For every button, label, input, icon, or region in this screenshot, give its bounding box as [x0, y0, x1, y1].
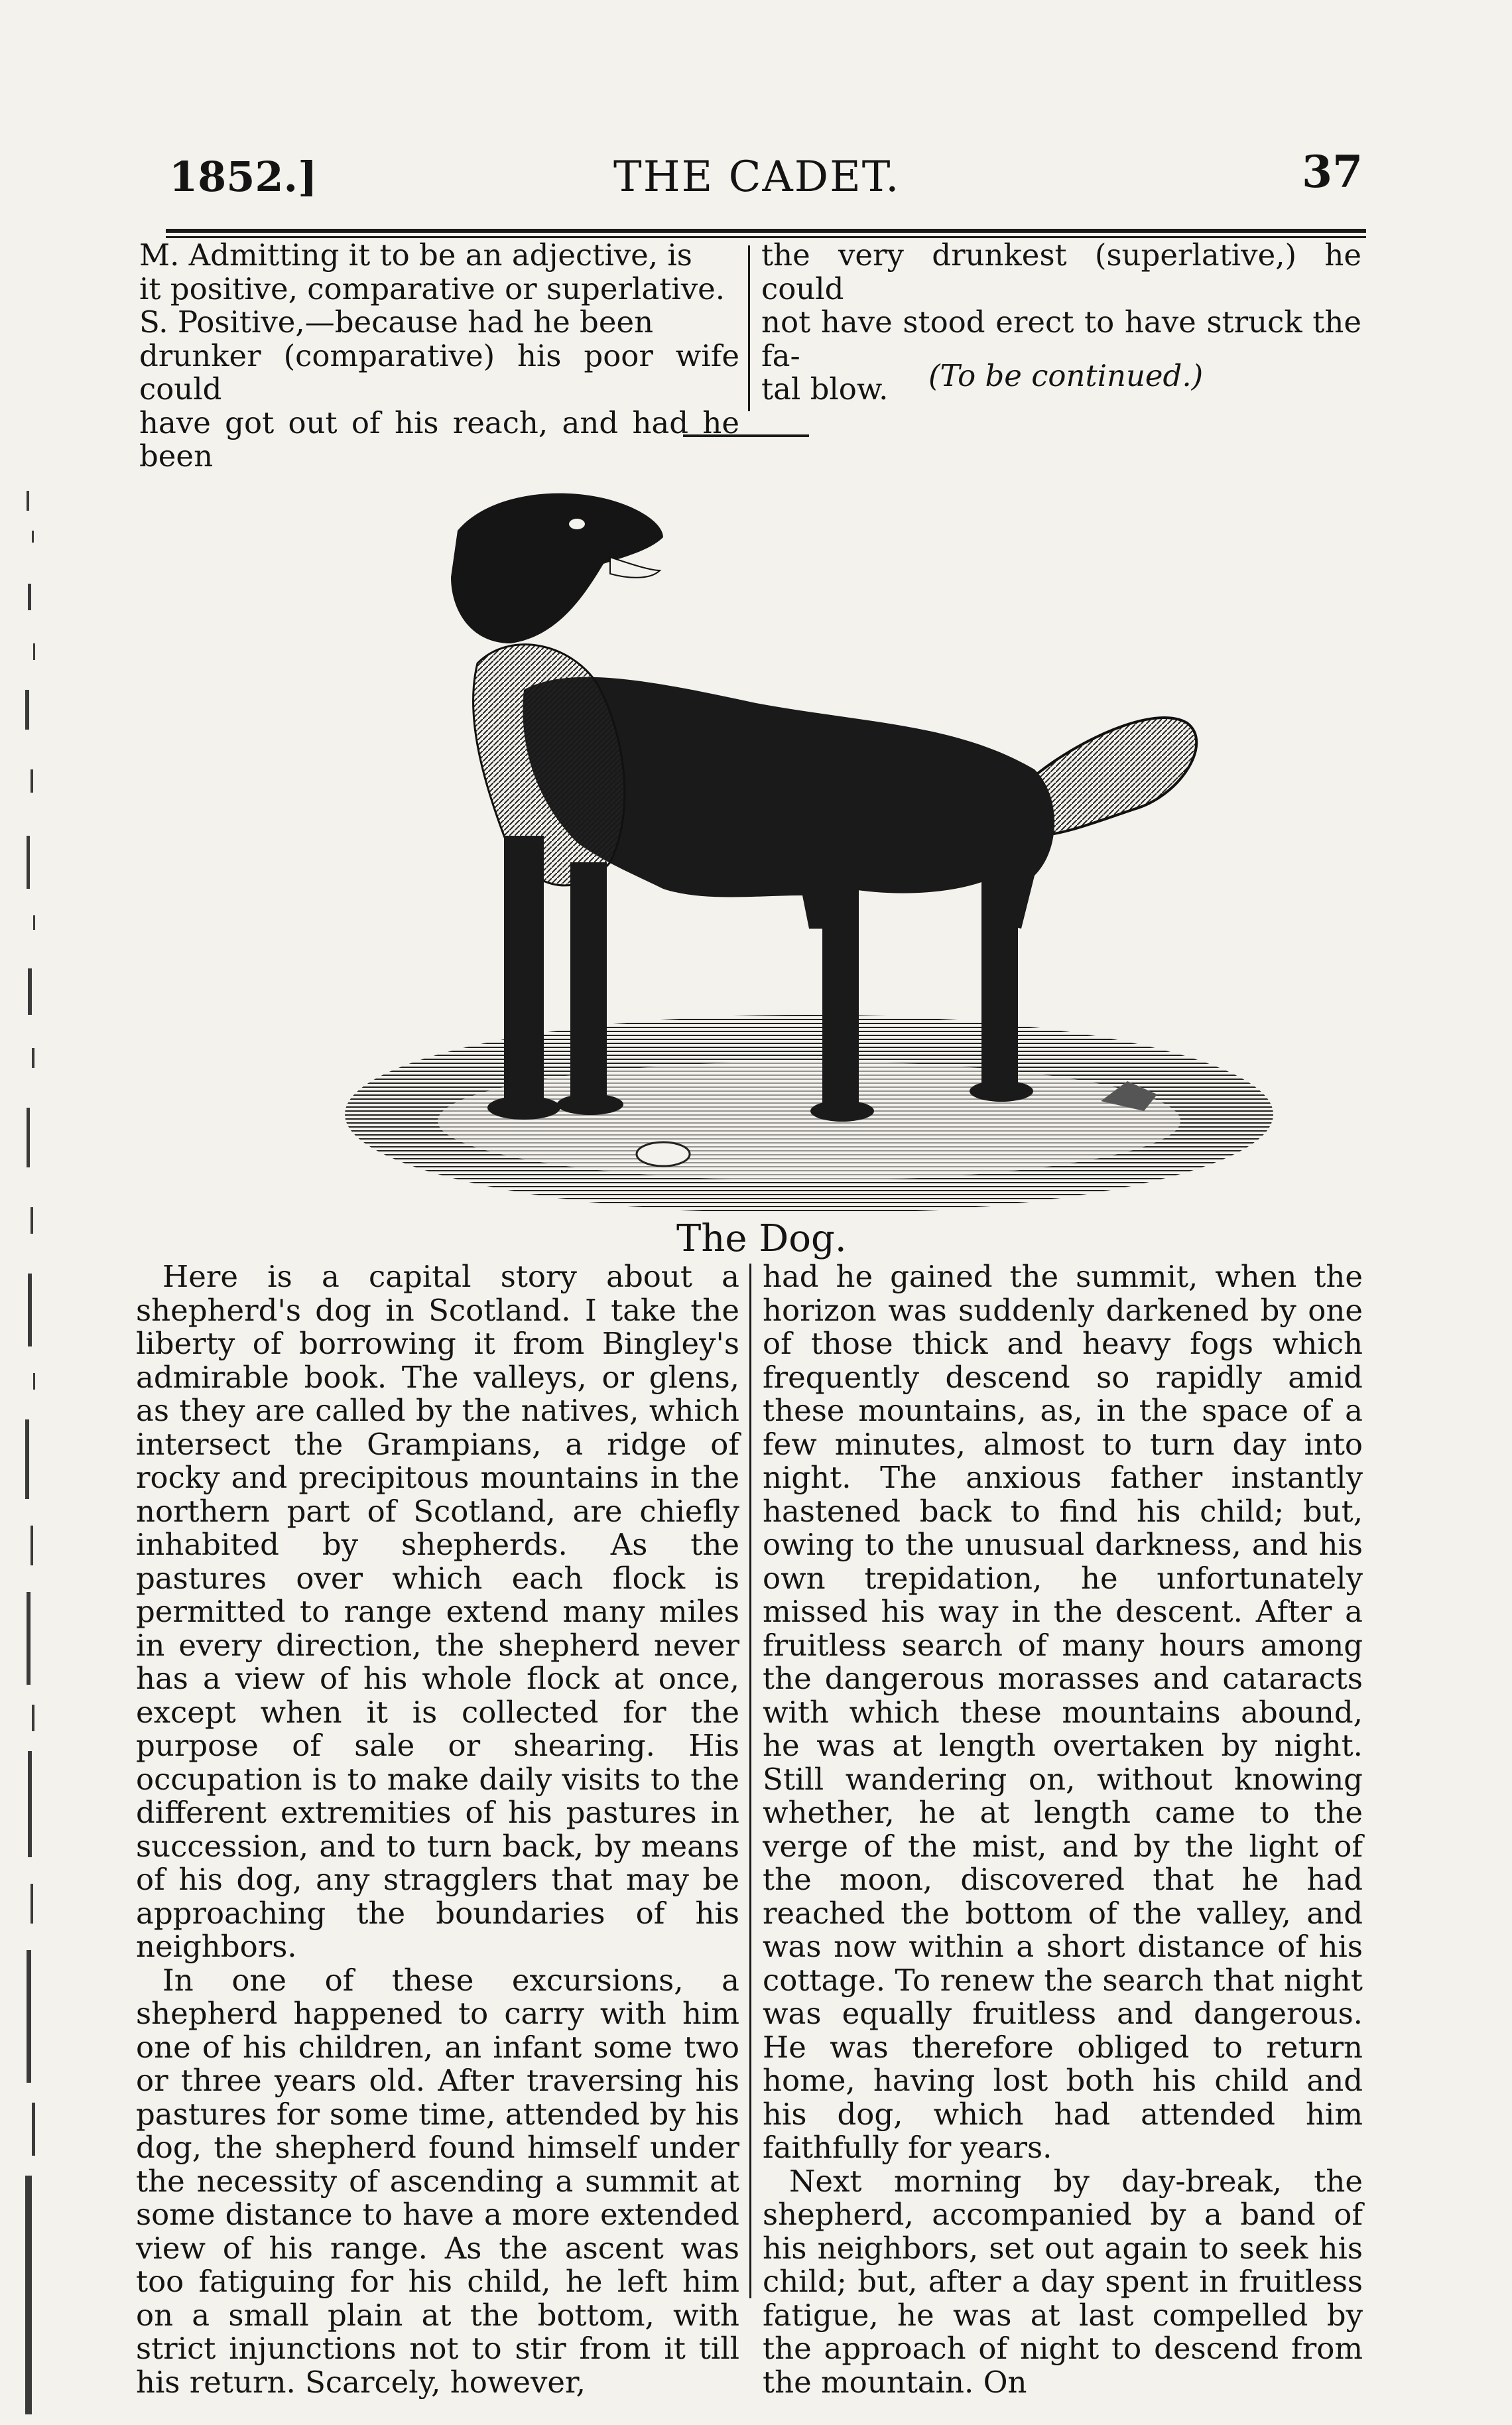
dialogue-line: M. Admitting it to be an adjective, is [139, 237, 692, 273]
header-year: 1852.] [169, 153, 318, 201]
section-rule [683, 434, 809, 437]
dialogue-line: have got out of his reach, and had he been [139, 405, 739, 474]
column-divider [748, 245, 750, 411]
dialogue-line: the very drunkest (superlative,) he could [761, 237, 1361, 306]
dialogue-line: tal blow. [761, 371, 889, 407]
dialogue-line: drunker (comparative) his poor wife could [139, 338, 739, 407]
dialogue-line: it positive, comparative or superlative. [139, 271, 725, 306]
journal-title: THE CADET. [613, 153, 901, 202]
continued-note: (To be continued.) [928, 358, 1204, 393]
article-left-column [136, 1260, 739, 2399]
column-divider [749, 1264, 751, 2298]
article-paragraph: In one of these excursions, a shepherd happened to carry with him one of his children, an infant some two or three years old. After traversing his pastures for some time, attended by his dog, the shepherd found himself under the necessity of ascending a summit at some distance to have a more extended view of his range. As the ascent was too fatiguing for his child, he left him on a small plain at the bottom, with strict injunctions not to stir from it till his return. Scarcely, however, [136, 1962, 739, 2400]
page-number: 37 [1302, 146, 1363, 198]
header-rule [166, 229, 1366, 238]
dialogue-left-column [139, 239, 739, 474]
article-paragraph: Here is a capital story about a shepherd's dog in Scotland. I take the liberty of borrowing it from Bingley's admirable book. The valleys, or glens, as they are called by the natives, which intersect the Grampians, a ridge of rocky and precipitous mountains in the northern part of Scotland, are chiefly inhabited by shepherds. As the pastures over which each flock is permitted to range extend many miles in every direction, the shepherd never has a view of his whole flock at once, except when it is collected for the purpose of sale or shearing. His occupation is to make daily visits to the different extremities of his pastures in succession, and to turn back, by means of his dog, any stragglers that may be approaching the boundaries of his neighbors. [136, 1259, 739, 1964]
illustration-caption: The Dog. [676, 1217, 847, 1260]
running-header [169, 146, 1363, 226]
dialogue-line: S. Positive,—because had he been [139, 304, 654, 340]
article-paragraph: Next morning by day-break, the shepherd, accompanied by a band of his neighbors, set out again to seek his child; but, after a day spent in fruitless fatigue, he was at last compelled by the approach of night to descend from the mountain. On [763, 2163, 1363, 2400]
binding-edge-marks [13, 491, 53, 2414]
dog-engraving [292, 464, 1326, 1220]
article-right-column [763, 1260, 1363, 2399]
article-paragraph: had he gained the summit, when the horizon was suddenly darkened by one of those thick and heavy fogs which frequently descend so rapidly amid these mountains, as, in the space of a few minutes, almost to turn day into night. The anxious father instantly hastened back to find his child; but, owing to the unusual darkness, and his own trepidation, he unfortunately missed his way in the descent. After a fruitless search of many hours among the dangerous morasses and cataracts with which these mountains abound, he was at length overtaken by night. Still wandering on, without knowing whether, he at length came to the verge of the mist, and by the light of the moon, discovered that he had reached the bottom of the valley, and was now within a short distance of his cottage. To renew the search that night was equally fruitless and dangerous. He was therefore obliged to return home, having lost both his child and his dog, which had attended him faithfully for years. [763, 1259, 1363, 2165]
dialogue-line: not have stood erect to have struck the fa- [761, 304, 1361, 373]
